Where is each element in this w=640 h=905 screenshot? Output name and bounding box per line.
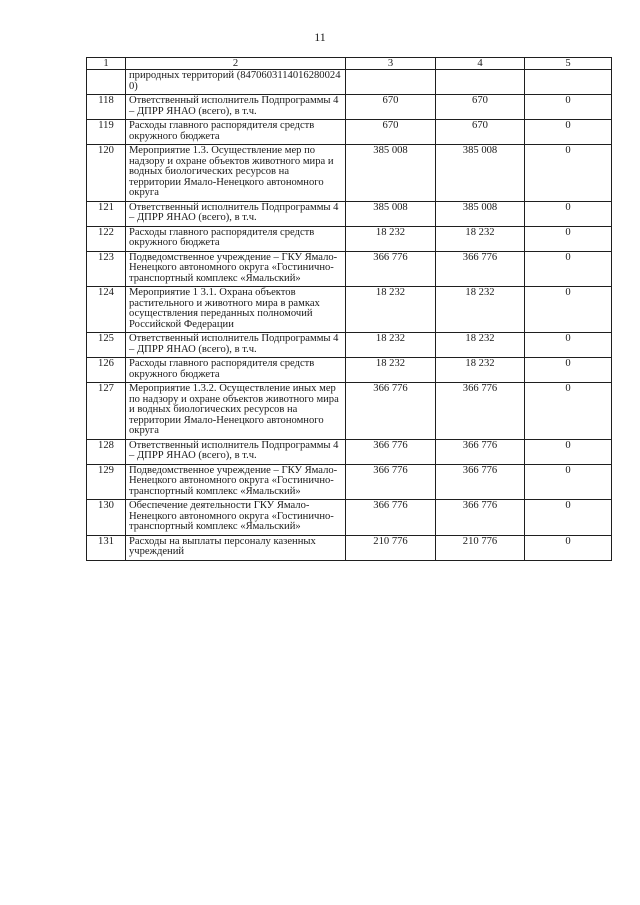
row-number-cell: 120 <box>87 145 126 202</box>
table-row <box>87 120 612 145</box>
row-number-cell: 130 <box>87 500 126 536</box>
row-number-cell: 126 <box>87 358 126 383</box>
table-row <box>87 251 612 287</box>
row-number-cell: 122 <box>87 226 126 251</box>
row-description-cell: природных территорий (8470603114016280024​0) <box>126 70 346 95</box>
row-number-cell: 129 <box>87 464 126 500</box>
value-cell-col5 <box>525 70 612 95</box>
value-cell-col4: 18 232 <box>436 333 525 358</box>
table-header-row <box>87 58 612 70</box>
row-number-cell: 128 <box>87 439 126 464</box>
row-number-cell: 119 <box>87 120 126 145</box>
value-cell-col4: 670 <box>436 95 525 120</box>
row-description-cell: Ответственный исполнитель Подпрограммы 4 – ДПРР ЯНАО (всего), в т.ч. <box>126 439 346 464</box>
row-description-cell: Обеспечение деятельности ГКУ Ямало-Ненецкого автономного округа «Гостинично-транспортный комплекс «Ямальский» <box>126 500 346 536</box>
value-cell-col5: 0 <box>525 500 612 536</box>
value-cell-col5: 0 <box>525 145 612 202</box>
value-cell-col5: 0 <box>525 464 612 500</box>
column-header: 3 <box>346 58 436 70</box>
row-description-cell: Мероприятие 1.3. Осуществление мер по надзору и охране объектов животного мира и водных биологических ресурсов на территории Ямало-Ненецкого автономного округа <box>126 145 346 202</box>
value-cell-col3: 366 776 <box>346 383 436 440</box>
value-cell-col5: 0 <box>525 120 612 145</box>
value-cell-col5: 0 <box>525 383 612 440</box>
page-number: 11 <box>314 30 326 44</box>
value-cell-col4: 18 232 <box>436 226 525 251</box>
row-description-cell: Ответственный исполнитель Подпрограммы 4 – ДПРР ЯНАО (всего), в т.ч. <box>126 95 346 120</box>
row-description-cell: Мероприятие 1 3.1. Охрана объектов растительного и животного мира в рамках осуществления переданных полномочий Российской Федерации <box>126 287 346 333</box>
table-row <box>87 226 612 251</box>
row-description-cell: Ответственный исполнитель Подпрограммы 4 – ДПРР ЯНАО (всего), в т.ч. <box>126 333 346 358</box>
row-number-cell: 131 <box>87 535 126 560</box>
value-cell-col5: 0 <box>525 439 612 464</box>
value-cell-col3 <box>346 70 436 95</box>
value-cell-col4: 366 776 <box>436 251 525 287</box>
table-row <box>87 464 612 500</box>
value-cell-col4: 366 776 <box>436 439 525 464</box>
column-header: 4 <box>436 58 525 70</box>
value-cell-col3: 366 776 <box>346 251 436 287</box>
row-number-cell: 118 <box>87 95 126 120</box>
value-cell-col5: 0 <box>525 251 612 287</box>
row-number-cell: 124 <box>87 287 126 333</box>
value-cell-col5: 0 <box>525 535 612 560</box>
row-number-cell: 121 <box>87 201 126 226</box>
table-row <box>87 500 612 536</box>
value-cell-col3: 18 232 <box>346 287 436 333</box>
value-cell-col4: 18 232 <box>436 358 525 383</box>
value-cell-col5: 0 <box>525 333 612 358</box>
value-cell-col4: 670 <box>436 120 525 145</box>
column-header: 2 <box>126 58 346 70</box>
column-header: 5 <box>525 58 612 70</box>
value-cell-col5: 0 <box>525 226 612 251</box>
value-cell-col3: 385 008 <box>346 201 436 226</box>
value-cell-col5: 0 <box>525 201 612 226</box>
value-cell-col3: 385 008 <box>346 145 436 202</box>
table-row <box>87 145 612 202</box>
value-cell-col3: 366 776 <box>346 464 436 500</box>
value-cell-col5: 0 <box>525 95 612 120</box>
table-row <box>87 535 612 560</box>
value-cell-col3: 210 776 <box>346 535 436 560</box>
value-cell-col4: 18 232 <box>436 287 525 333</box>
row-number-cell <box>87 70 126 95</box>
value-cell-col4 <box>436 70 525 95</box>
table-row <box>87 95 612 120</box>
value-cell-col5: 0 <box>525 287 612 333</box>
row-description-cell: Мероприятие 1.3.2. Осуществление иных мер по надзору и охране объектов животного мира и водных биологических ресурсов на территории Ямало-Ненецкого автономного округа <box>126 383 346 440</box>
value-cell-col3: 366 776 <box>346 439 436 464</box>
row-number-cell: 127 <box>87 383 126 440</box>
table-row <box>87 383 612 440</box>
value-cell-col3: 670 <box>346 95 436 120</box>
row-description-cell: Подведомственное учреждение – ГКУ Ямало-Ненецкого автономного округа «Гостинично-транспортный комплекс «Ямальский» <box>126 251 346 287</box>
table-row <box>87 439 612 464</box>
value-cell-col3: 366 776 <box>346 500 436 536</box>
row-description-cell: Расходы главного распорядителя средств окружного бюджета <box>126 358 346 383</box>
table-row <box>87 287 612 333</box>
value-cell-col4: 366 776 <box>436 383 525 440</box>
column-header: 1 <box>87 58 126 70</box>
row-number-cell: 123 <box>87 251 126 287</box>
table-row <box>87 358 612 383</box>
value-cell-col4: 385 008 <box>436 145 525 202</box>
value-cell-col4: 366 776 <box>436 500 525 536</box>
table-row-continuation <box>87 70 612 95</box>
row-description-cell: Расходы главного распорядителя средств окружного бюджета <box>126 226 346 251</box>
value-cell-col3: 18 232 <box>346 358 436 383</box>
value-cell-col4: 385 008 <box>436 201 525 226</box>
budget-table <box>86 57 612 561</box>
value-cell-col3: 18 232 <box>346 226 436 251</box>
value-cell-col4: 210 776 <box>436 535 525 560</box>
table-row <box>87 201 612 226</box>
row-description-cell: Подведомственное учреждение – ГКУ Ямало-Ненецкого автономного округа «Гостинично-транспортный комплекс «Ямальский» <box>126 464 346 500</box>
row-number-cell: 125 <box>87 333 126 358</box>
value-cell-col5: 0 <box>525 358 612 383</box>
row-description-cell: Расходы на выплаты персоналу казенных учреждений <box>126 535 346 560</box>
table-row <box>87 333 612 358</box>
row-description-cell: Ответственный исполнитель Подпрограммы 4 – ДПРР ЯНАО (всего), в т.ч. <box>126 201 346 226</box>
row-description-cell: Расходы главного распорядителя средств окружного бюджета <box>126 120 346 145</box>
value-cell-col3: 18 232 <box>346 333 436 358</box>
value-cell-col3: 670 <box>346 120 436 145</box>
value-cell-col4: 366 776 <box>436 464 525 500</box>
